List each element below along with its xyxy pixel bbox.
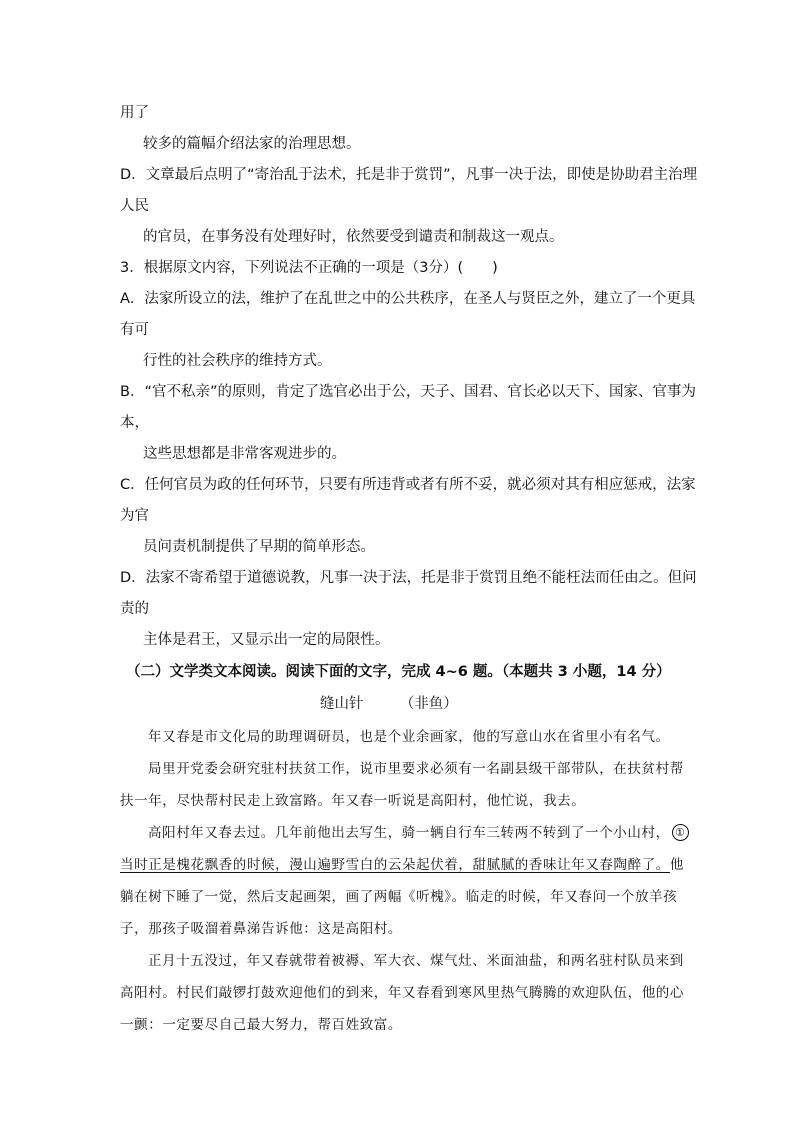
text-line: 本， [120, 415, 149, 431]
story-line [120, 855, 684, 875]
story-paragraph: 年又春是市文化局的助理调研员，也是个业余画家，他的写意山水在省里小有名气。 [148, 729, 670, 745]
option-c: C．任何官员为政的任何环节，只要有所违背或者有所不妥，就必须对其有相应惩戒，法家 [120, 477, 696, 493]
story-line: 子，那孩子吸溜着鼻涕告诉他：这是高阳村。 [120, 921, 402, 937]
text-line: 有可 [120, 322, 149, 338]
text-line: 主体是君王，又显示出一定的局限性。 [143, 632, 390, 648]
story-line: 一颤：一定要尽自己最大努力，帮百姓致富。 [120, 1017, 402, 1033]
underlined-sentence: 当时正是槐花飘香的时候，漫山遍野雪白的云朵起伏着，甜腻腻的香味让年又春陶醉了。 [120, 857, 670, 873]
story-paragraph: 正月十五没过，年又春就带着被褥、军大衣、煤气灶、米面油盐，和两名驻村队员来到 [148, 953, 684, 969]
text-line: 为官 [120, 508, 149, 524]
story-title: 缝山针 （非鱼） [320, 696, 458, 712]
text-line: 用了 [120, 105, 149, 121]
story-text: 高阳村年又春去过。几年前他出去写生，骑一辆自行车三转两不转到了一个小山村， [148, 825, 670, 841]
option-d: D．法家不寄希望于道德说教，凡事一决于法，托是非于赏罚且绝不能枉法而任由之。但问 [120, 570, 697, 586]
question-3-stem: 3．根据原文内容，下列说法不正确的一项是（3分）( ) [120, 260, 498, 276]
text-line: 的官员，在事务没有处理好时，依然要受到谴责和制裁这一观点。 [143, 229, 564, 245]
option-a: A．法家所设立的法，维护了在乱世之中的公共秩序，在圣人与贤臣之外，建立了一个更具 [120, 291, 696, 307]
text-line: 行性的社会秩序的维持方式。 [143, 353, 332, 369]
story-text: 他 [669, 857, 685, 873]
text-line: D．文章最后点明了“寄治乱于法术，托是非于赏罚”，凡事一决于法，即使是协助君主治理 [120, 167, 698, 183]
text-line: 员问责机制提供了早期的简单形态。 [143, 539, 375, 555]
story-line: 高阳村。村民们敲锣打鼓欢迎他们的到来，年又春看到寒风里热气腾腾的欢迎队伍，他的心 [120, 985, 684, 1001]
option-b: B．“官不私亲”的原则，肯定了选官必出于公，天子、国君、官长必以天下、国家、官事为 [120, 384, 696, 400]
text-line: 这些思想都是非常客观进步的。 [143, 446, 346, 462]
story-paragraph: 局里开党委会研究驻村扶贫工作，说市里要求必须有一名副县级干部带队，在扶贫村帮 [148, 761, 684, 777]
story-line: 扶一年，尽快帮村民走上致富路。年又春一听说是高阳村，他忙说，我去。 [120, 793, 586, 809]
text-line: 责的 [120, 601, 149, 617]
section-heading: （二）文学类文本阅读。阅读下面的文字，完成 4~6 题。（本题共 3 小题，14 分） [126, 664, 671, 680]
circled-number-marker: ① [672, 824, 689, 841]
text-line: 人民 [120, 198, 149, 214]
story-paragraph [148, 823, 689, 843]
text-line: 较多的篇幅介绍法家的治理思想。 [143, 136, 361, 152]
story-line: 躺在树下睡了一觉，然后支起画架，画了两幅《听槐》。临走的时候，年又春问一个放羊孩 [120, 889, 678, 905]
